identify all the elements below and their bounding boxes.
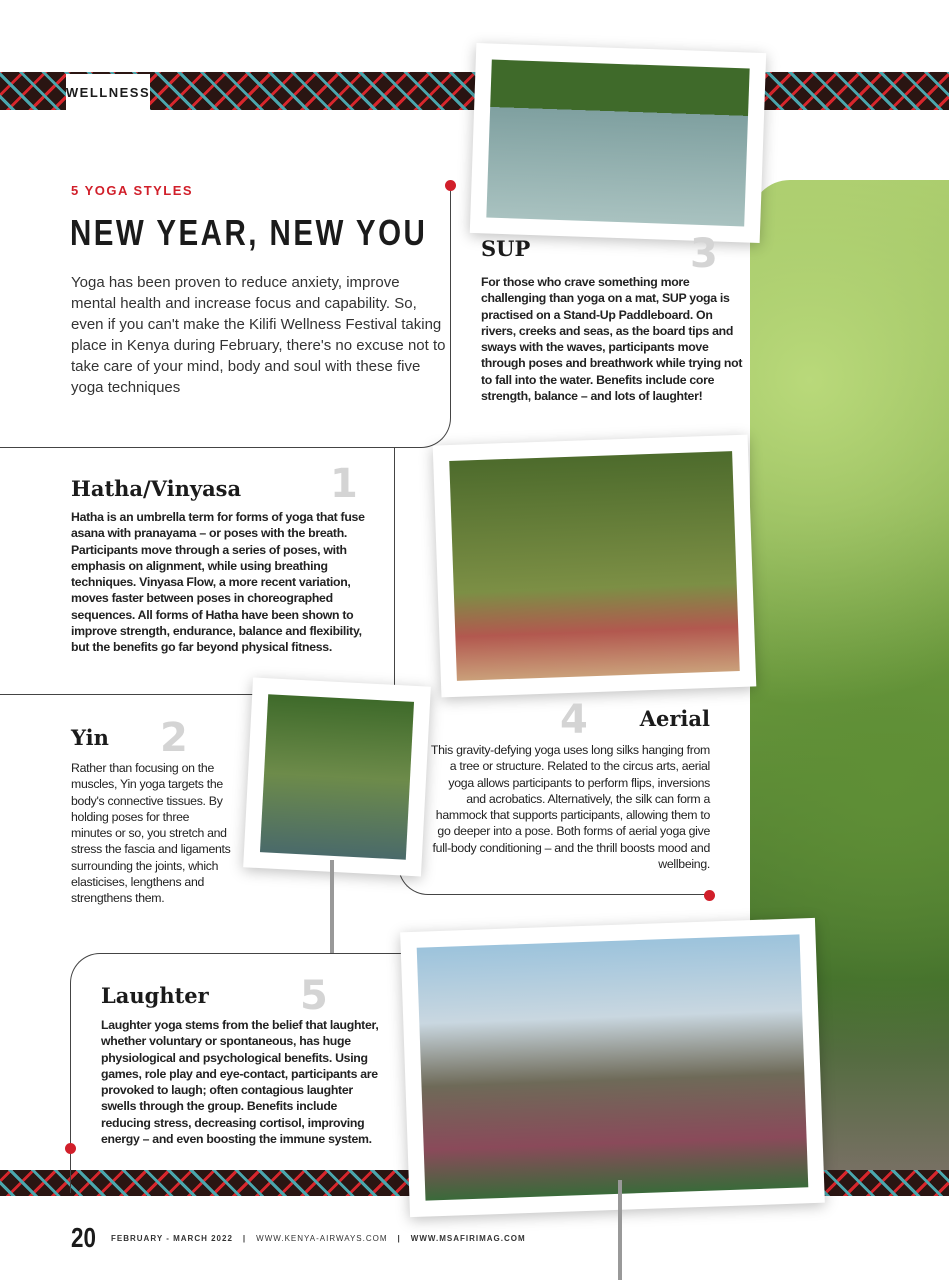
sup-text: For those who crave something more challenging than yoga on a mat, SUP yoga is practised on a Stand-Up Paddleboard. On rivers, creeks and seas, as the board tips and sways with the waves, participants move through poses and breathwork while trying not to fall into the water. Benefits include core strength, balance – and lots of laughter! (481, 275, 743, 404)
separator: | (242, 1233, 247, 1243)
hatha-heading: Hatha/Vinyasa (71, 476, 242, 501)
pin-dot (704, 890, 715, 901)
sup-photo (470, 43, 766, 243)
aerial-photo (433, 435, 757, 698)
photo-clip-icon (618, 1180, 622, 1280)
number-1: 1 (330, 461, 358, 507)
separator: | (397, 1233, 401, 1243)
page-title: NEW YEAR, NEW YOU (70, 212, 428, 253)
pin-dot (65, 1143, 76, 1154)
laughter-photo (400, 918, 825, 1217)
footer (71, 1222, 526, 1254)
number-4: 4 (560, 697, 588, 743)
yin-text: Rather than focusing on the muscles, Yin yoga targets the body's connective tissues. By holding poses for three minutes or so, you stretch and stress the fascia and ligaments surrounding the joints, which elasticises, lengthens and strengthens them. (71, 761, 231, 906)
photo-clip-icon (330, 860, 334, 953)
yin-heading: Yin (71, 725, 109, 750)
aerial-text: This gravity-defying yoga uses long silks hanging from a tree or structure. Related to the circus arts, aerial yoga allows participants to perform flips, inversions and acrobatics. Alternatively, the silk can form a hammock that supports participants, allowing them to go deeper into a pose. Both forms of aerial yoga give full-body conditioning – and the thrill boosts mood and wellbeing. (430, 743, 710, 872)
page-number: 20 (71, 1222, 96, 1253)
website-link[interactable]: WWW.KENYA-AIRWAYS.COM (256, 1233, 388, 1243)
website-link[interactable]: WWW.MSAFIRIMAG.COM (410, 1233, 526, 1243)
kicker: 5 YOGA STYLES (71, 183, 194, 198)
laughter-heading: Laughter (101, 983, 209, 1008)
hatha-text: Hatha is an umbrella term for forms of yoga that fuse asana with pranayama – or poses with the breath. Participants move through a series of poses, with emphasis on alignment, while using breathing techniques. Vinyasa Flow, a more recent variation, moves faster between poses in choreographed sequences. All forms of Hatha have been shown to improve strength, endurance, balance and flexibility, but the benefits go far beyond physical fitness. (71, 510, 365, 655)
aerial-heading: Aerial (639, 706, 710, 731)
issue-date: FEBRUARY - MARCH 2022 (111, 1233, 233, 1243)
intro-divider (0, 186, 451, 448)
number-3: 3 (690, 231, 718, 277)
number-5: 5 (300, 973, 328, 1019)
pin-dot (445, 180, 456, 191)
number-2: 2 (160, 715, 188, 761)
sup-heading: SUP (481, 236, 531, 261)
section-tag: WELLNESS (66, 74, 150, 110)
intro-text: Yoga has been proven to reduce anxiety, improve mental health and increase focus and capability. So, even if you can't make the Kilifi Wellness Festival taking place in Kenya during February, there's no excuse not to take care of your mind, body and soul with these five yoga techniques (71, 274, 446, 396)
laughter-text: Laughter yoga stems from the belief that laughter, whether voluntary or spontaneous, has huge physiological and psychological benefits. Using games, role play and eye-contact, participants are provoked to laugh; often contagious laughter swells through the group. Benefits include reducing stress, decreasing cortisol, improving energy – and even boosting the immune system. (101, 1018, 379, 1147)
yin-photo (243, 677, 431, 876)
